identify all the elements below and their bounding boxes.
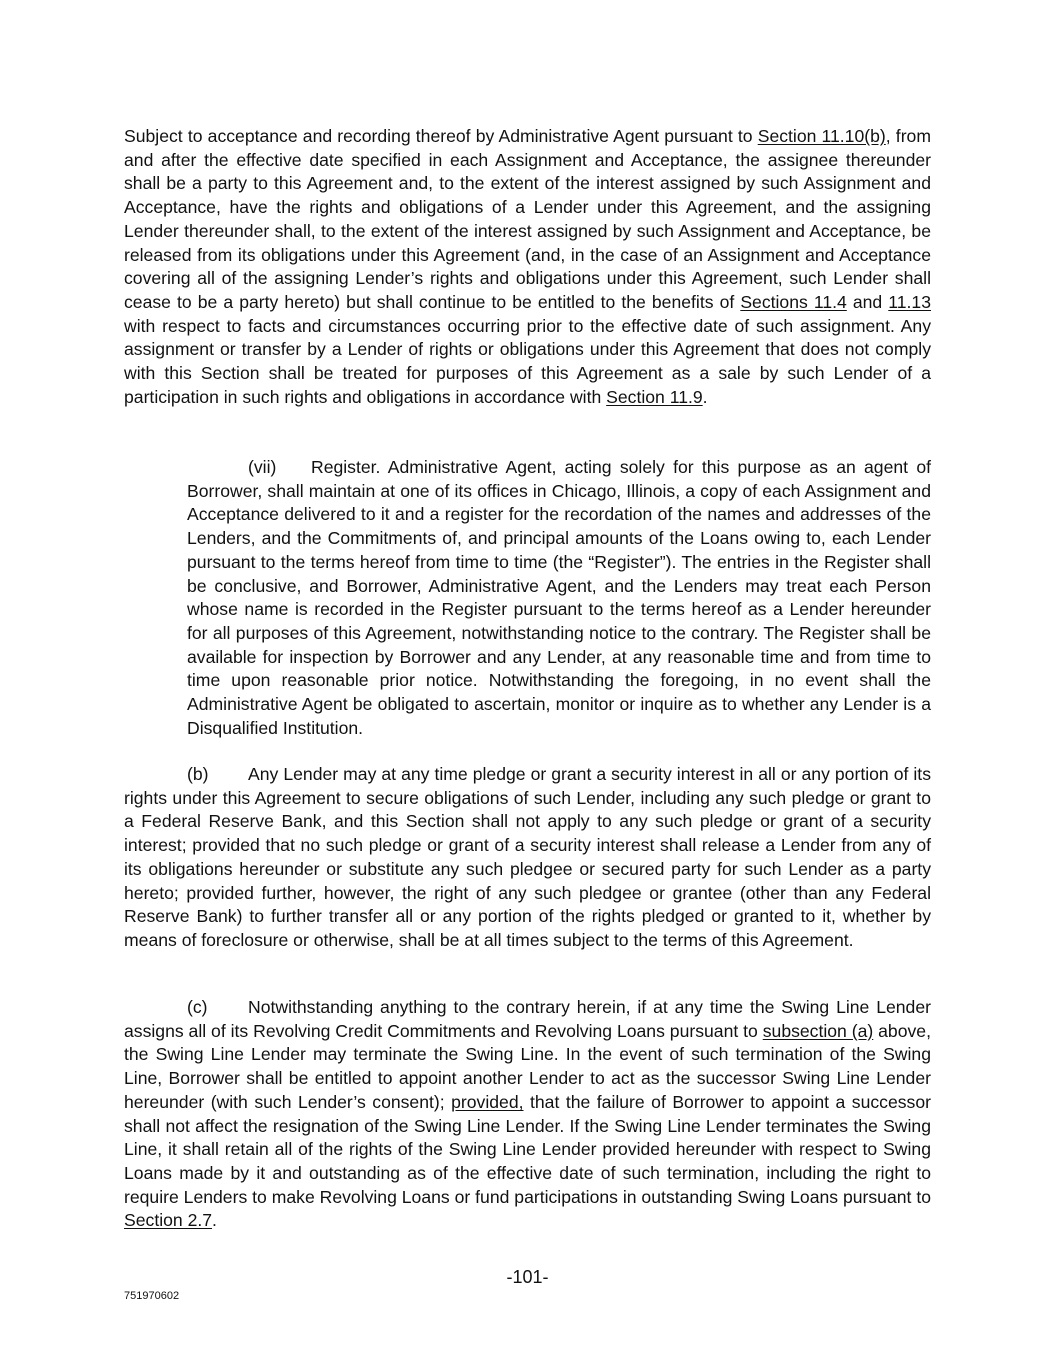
section-reference-11-10b: Section 11.10(b) bbox=[757, 126, 886, 146]
para-c-text-1: Notwithstanding anything to the contrary herein, if at any time the Swing Line Lender assigns all of its Revolving Credit Commitments and Revolving Loans pursuant to bbox=[124, 997, 931, 1041]
section-reference-11-13: 11.13 bbox=[888, 291, 931, 312]
para1-text-5: . bbox=[702, 386, 708, 407]
paragraph-assignment-effect bbox=[124, 125, 931, 409]
para1-text-4: with respect to facts and circumstances occurring prior to the effective date of such assignment. Any assignment or transfer by a Lender of rights or obligations under this Agreement that does not comply with this Section shall be treated for purposes of this Agreement as a sale by such Lender of a participation in such rights and obligations in accordance with bbox=[124, 315, 931, 407]
para1-text-1: Subject to acceptance and recording thereof by Administrative Agent pursuant to bbox=[124, 126, 758, 146]
clause-label-vii: (vii) bbox=[248, 457, 277, 477]
paragraph-swing-line bbox=[124, 996, 931, 1233]
provided-term: provided, bbox=[451, 1091, 524, 1112]
section-reference-11-9: Section 11.9 bbox=[606, 386, 703, 407]
section-reference-11-4: Sections 11.4 bbox=[740, 291, 847, 312]
page-number: -101- bbox=[506, 1267, 549, 1287]
pledge-text: Any Lender may at any time pledge or grant a security interest in all or any portion of its rights under this Agreement to secure obligations of such Lender, including any such pledge or grant to a Federal Reserve Bank, and this Section shall not apply to any such pledge or grant of a security interest; provided that no such pledge or grant of a security interest shall release a Lender from any of its obligations hereunder or substitute any such pledgee or secured party for such Lender as a party hereto; provided further, however, the right of any such pledgee or grantee (other than any Federal Reserve Bank) to further transfer all or any portion of the rights pledged or granted to it, whether by means of foreclosure or otherwise, shall be at all times subject to the terms of this Agreement. bbox=[124, 764, 931, 950]
clause-label-b: (b) bbox=[187, 764, 209, 784]
para-c-text-4: . bbox=[212, 1210, 217, 1231]
para1-text-3: and bbox=[846, 291, 889, 312]
section-reference-2-7: Section 2.7 bbox=[124, 1210, 213, 1231]
para-c-text-3: that the failure of Borrower to appoint a successor shall not affect the resignation of the Swing Line Lender. If the Swing Line Lender terminates the Swing Line, it shall retain all of the rights of the Swing Line Lender provided hereunder with respect to Swing Loans made by it and outstanding as of the effective date of such termination, including the right to require Lenders to make Revolving Loans or fund participations in outstanding Swing Loans pursuant to bbox=[124, 1091, 931, 1207]
clause-label-c: (c) bbox=[187, 997, 208, 1017]
register-text: Register. Administrative Agent, acting solely for this purpose as an agent of Borrower, shall maintain at one of its offices in Chicago, Illinois, a copy of each Assignment and Acceptance delivered to it and a register for the recordation of the names and addresses of the Lenders, and the Commitments of, and principal amounts of the Loans owing to, each Lender pursuant to the terms hereof from time to time (the “Register”). The entries in the Register shall be conclusive, and Borrower, Administrative Agent, and the Lenders may treat each Person whose name is recorded in the Register pursuant to the terms hereof as a Lender hereunder for all purposes of this Agreement, notwithstanding notice to the contrary. The Register shall be available for inspection by Borrower and any Lender, at any reasonable time and from time to time upon reasonable prior notice. Notwithstanding the foregoing, in no event shall the Administrative Agent be obligated to ascertain, monitor or inquire as to whether any Lender is a Disqualified Institution. bbox=[187, 457, 931, 738]
subsection-reference-a: subsection (a) bbox=[762, 1020, 874, 1041]
paragraph-register bbox=[187, 456, 931, 740]
para1-text-2: , from and after the effective date specified in each Assignment and Acceptance, the assignee thereunder shall be a party to this Agreement and, to the extent of the interest assigned by such Assignment and Acceptance, have the rights and obligations of a Lender under this Agreement, and the assigning Lender thereunder shall, to the extent of the interest assigned by such Assignment and Acceptance, be released from its obligations under this Agreement (and, in the case of an Assignment and Acceptance covering all of the assigning Lender’s rights and obligations under this Agreement, such Lender shall cease to be a party hereto) but shall continue to be entitled to the benefits of bbox=[124, 126, 931, 312]
para-c-text-2: above, the Swing Line Lender may terminate the Swing Line. In the event of such termination of the Swing Line, Borrower shall be entitled to appoint another Lender to act as the successor Swing Line Lender hereunder (with such Lender’s consent); bbox=[124, 1020, 931, 1112]
paragraph-pledge bbox=[124, 763, 931, 953]
document-id: 751970602 bbox=[124, 1290, 180, 1302]
